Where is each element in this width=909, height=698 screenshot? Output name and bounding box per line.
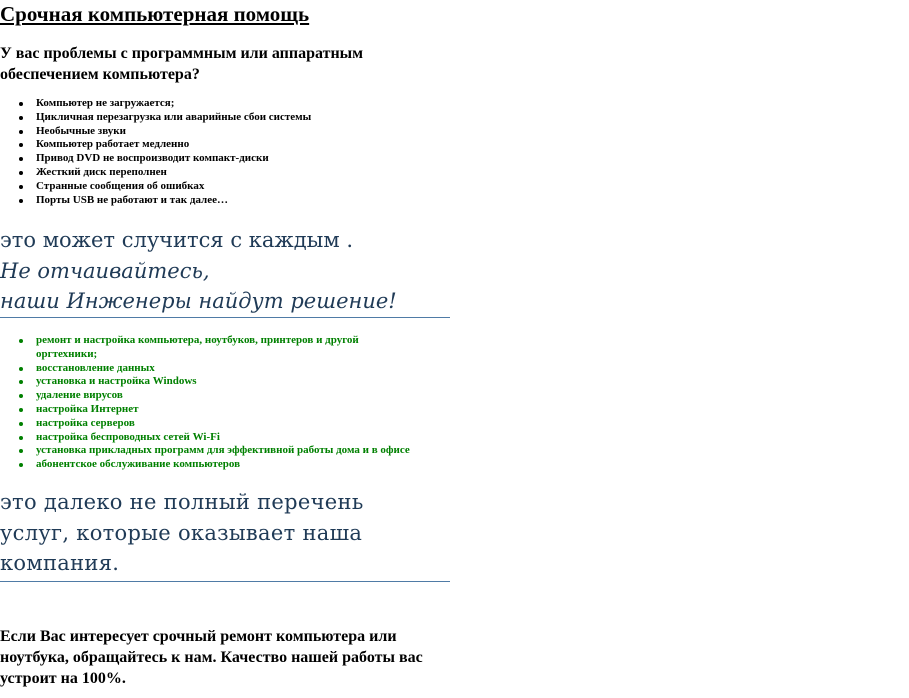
slogan-reassurance (0, 225, 397, 317)
page-title: Срочная компьютерная помощь (0, 2, 310, 26)
slogan-line: компания. (0, 551, 120, 575)
slogan-line: наши Инженеры найдут решение! (0, 289, 397, 313)
list-item: ремонт и настройка компьютера, ноутбуков, принтеров и другой оргтехники; (0, 334, 396, 362)
list-item: настройка Интернет (0, 403, 452, 417)
list-item: настройка серверов (0, 417, 452, 431)
list-item: Порты USB не работают и так далее… (0, 194, 311, 208)
call-to-action: Если Вас интересует срочный ремонт компьютера или ноутбука, обращайтесь к нам. Качество нашей работы вас устроит на 100%. (0, 628, 423, 687)
list-item: настройка беспроводных сетей Wi-Fi (0, 431, 452, 445)
list-item: Привод DVD не воспроизводит компакт-диски (0, 152, 311, 166)
problems-list (0, 97, 311, 207)
list-item: Цикличная перезагрузка или аварийные сбои системы (0, 111, 311, 125)
slogan-line: Не отчаивайтесь, (0, 258, 210, 283)
slogan-line: услуг, которые оказывает наша (0, 520, 363, 545)
divider (0, 317, 450, 318)
list-item: Жесткий диск переполнен (0, 166, 311, 180)
services-list (0, 334, 452, 472)
list-item: Компьютер работает медленно (0, 138, 311, 152)
slogan-line: это далеко не полный перечень (0, 490, 364, 514)
list-item: Компьютер не загружается; (0, 97, 311, 111)
divider (0, 581, 450, 582)
list-item: Необычные звуки (0, 125, 311, 139)
list-item: абонентское обслуживание компьютеров (0, 458, 452, 472)
problem-question: У вас проблемы с программным или аппаратным обеспечением компьютера? (0, 45, 364, 83)
list-item: установка и настройка Windows (0, 375, 452, 389)
slogan-services (0, 487, 364, 579)
list-item: удаление вирусов (0, 389, 452, 403)
list-item: Странные сообщения об ошибках (0, 180, 311, 194)
list-item: восстановление данных (0, 362, 452, 376)
slogan-line: это может случится с каждым . (0, 228, 354, 252)
list-item: установка прикладных программ для эффективной работы дома и в офисе (0, 444, 452, 458)
